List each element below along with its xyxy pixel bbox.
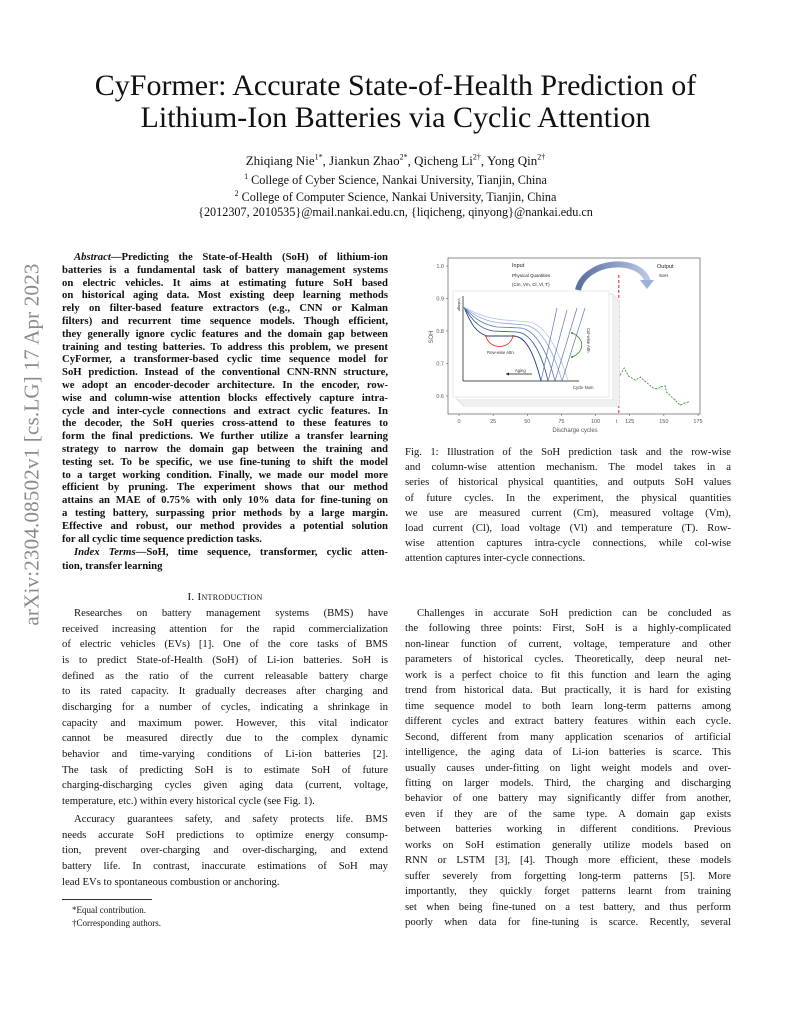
footnote-equal-contribution: *Equal contribution. [72,905,146,915]
x-tick-label: 100 [590,419,601,425]
line-text: poorly when data for fine-tuning is scarce. Recently, several [405,916,731,928]
line-text: suffer severely from forgetting long-term patterns [5]. More [405,869,731,882]
line-text: testing set. To be specific, we use fine-tuning to shift the model [62,455,388,468]
line-text: non-linear function of current, voltage, temperature and other [405,637,731,650]
line-text: between batteries working in different conditions. Previous [405,823,731,836]
title-line-1: CyFormer: Accurate State-of-Health Prediction of [94,69,697,102]
x-tick-label: 50 [524,419,531,425]
line-text: to its rated capacity. It gradually decreases after charging and [62,685,388,698]
line-text: usually causes under-fitting on light weight models and over- [405,761,731,774]
row-attention-label: Row-wise Attn. [487,350,515,355]
line-text: even if they are of the same type. A domain gap exists [405,807,731,820]
line-text: parameters of historical cycles. Theoretically, deep neural net- [405,653,731,666]
line-text: training and testing batteries. To address this problem, we present [62,340,388,353]
line-text: a testing battery, surpassing prior methods by a large margin. [62,507,388,519]
line-text: for all cyclic time sequence prediction tasks. [62,532,262,545]
y-tick-label: 0.8 [436,329,444,335]
x-axis-label: Discharge cycles [552,428,598,434]
figure-1 [405,250,745,440]
x-tick-label: 75 [558,419,565,425]
line-text: we adopt an encoder-decoder architecture. In the encoder, row- [62,379,388,391]
author: Qicheng $Li^{2\dagger}$ [414,153,481,169]
label: Index Terms [74,546,136,558]
line-text: is to predict State-of-Health (SoH) of Li-ion batteries. SoH is [62,653,388,666]
line-text: Accuracy guarantees safety, and safety protects life. BMS [74,813,388,825]
line-text: batteries is a fundamental task of battery management systems [62,263,388,276]
input-label: Input [512,263,525,269]
line-text: Second, different from many application scenarios of artificial [405,730,731,743]
line-text: received increasing attention for the rapid commercialization [62,622,388,635]
line-text: behavior and time-varying conditions of Li-ion batteries [2]. [62,747,388,760]
line-text: intelligence, the aging data of Li-ion batteries is scarce. This [405,746,731,759]
inset-y-label: Voltage [457,298,462,312]
section-heading-introduction: I. Introduction [187,591,263,603]
line-text: importantly, they quickly forget patterns learnt from training [405,885,731,898]
line-text: charging-discharging cycles given aging data (current, voltage, [62,779,388,792]
line-text: attention captures inter-cycle connections. [405,552,586,565]
author: Jiankun Zhao$^{2*}$ [329,153,408,169]
line-text: fitting on larger models. Third, the charging and discharging [405,776,731,789]
author-list: Zhiqiang Nie$^{1*}$, Jiankun Zhao$^{2*}$, Qicheng $Li^{2\dagger}$, Yong Qin$^{2\dagger}$ [245,153,546,169]
line-text: works on SoH estimation generally utilize models based on [405,838,731,851]
line-text: the following three points: First, SoH is a highly-complicated [405,622,731,635]
line-text: Effective and robust, our method provides a potential solution [62,519,388,532]
line-text: strategy to narrow the domain gap between the training and [62,443,388,455]
line-text: on historical aging data. Most existing deep learning methods [62,289,388,302]
line-text: attains an MAE of 0.75% with only 10% data for fine-tuning on [62,494,388,507]
author: Zhiqiang Nie$^{1*}$ [245,153,323,169]
line-text: —SoH, time sequence, transformer, cyclic atten- [135,546,388,558]
line-text: SoH prediction. Instead of the conventional CNN-RNN structure, [62,366,388,379]
paper-title [0,70,791,134]
line-text: capacity and maximum power. However, this vital indicator [62,716,388,729]
author-emails: {2012307, 2010535}@mail.nankai.edu.cn, {liqicheng, qinyong}@nankai.edu.cn [198,205,593,219]
line-text: lead EVs to spontaneous combustion or anchoring. [62,875,280,888]
line-text: tion, transfer learning [62,559,163,572]
line-text: different cycles and extract battery features within each cycle. [405,715,731,728]
x-tick-label: 0 [457,419,461,425]
line-text: efficient by pruning. The experiment shows that our method [62,481,388,494]
line-text: wise attention captures intra-cycle connections, while col-wise [405,537,731,550]
y-tick-label: 0.7 [436,361,444,368]
line-text: and column-wise attention mechanism. The model takes in a [405,461,731,474]
line-text: Researches on battery management systems (BMS) have [74,607,388,619]
line-text: of future cycles. In the experiment, the physical quantities [405,491,731,504]
input-subtitle: Physical Quantities [512,273,551,278]
footnote-corresponding: †Corresponding authors. [72,918,161,928]
line-text: behavior of one battery may significantly differ from another, [405,792,731,805]
line-text: work is a perfect choice to fit this function and learn the aging [405,668,731,681]
input-variables: (Cm, Vm, Cl, Vl, T) [512,282,550,287]
line-text: wise and column-wise attention blocks effectively capture intra- [62,391,388,404]
aging-label: Aging [515,368,526,373]
line-text: trend from historical data. But practically, it is hard for existing [405,684,731,697]
affiliation-2: $^2$ College of Computer Science, Nankai University, Tianjin, China [234,189,557,205]
line-text: battery life. In contrast, inaccurate estimations of SoH may [62,859,388,872]
x-tick-label: 25 [490,419,497,425]
output-label: Output [657,264,674,270]
affiliation-1: $^1$ College of Cyber Science, Nankai University, Tianjin, China [244,172,547,188]
inset-x-label: Cycle Num [573,385,594,390]
line-text: cycle and inter-cycle connections and extract cyclic features. In [62,404,388,417]
split-tick-label: t [615,419,618,425]
line-text: of electric vehicles (EVs) [1]. One of the core tasks of BMS [62,638,388,651]
soh-series-line [620,368,688,405]
line-text: load current (Cl), load voltage (Vl) and temperature (T). Row- [405,522,731,534]
line-text: The task of predicting SoH is to estimate SoH of future [62,763,388,776]
line-text: filters) and recurrent time sequence models. Though efficient, [62,315,388,327]
y-axis-label: SOH [429,330,435,344]
line-text: the decoder, the SoH queries cross-attend to these features to [62,417,388,430]
line-text: CyFormer, a transformer-based cyclic time sequence model for [62,353,388,366]
y-tick-label: 0.6 [436,394,444,400]
line-text: series of historical physical quantities, and outputs SoH values [405,476,731,489]
line-text: defined as the ratio of the current releasable battery charge [62,669,388,682]
line-text: set when being fine-tuned on a test battery, and thus perform [405,900,731,913]
title-line-2: Lithium-Ion Batteries via Cyclic Attention [140,101,651,134]
x-tick-label: 175 [693,419,703,425]
input-sheet-stack [453,291,619,406]
line-text: tion, prevent over-charging and over-discharging, and extend [62,844,388,857]
arxiv-identifier: arXiv:2304.08502v1 [cs.LG] 17 Apr 2023 [19,263,44,626]
author: Yong Qin$^{2\dagger}$ [486,153,546,169]
line-text: on electric vehicles. It aims at estimating future SoH based [62,276,388,289]
line-text: needs accurate SoH predictions to optimize energy consump- [62,828,388,841]
line-text: temperature, etc.) within every historical cycle (see Fig. 1). [62,794,315,807]
col-attention-label: Col-wise Attn. [586,328,591,354]
line-text: RNN or LSTM [3], [4]. Though more efficient, these models [405,854,731,867]
label: Abstract [74,251,111,263]
line-text: discharging for a number of cycles, indicating a shrinkage in [62,700,388,713]
footnote-rule [62,899,152,900]
x-tick-label: 150 [659,419,669,425]
line-text: we use are measured current (Cm), measured voltage (Vm), [405,506,731,519]
line-text: time sequence model to both learn long-term patterns among [405,699,731,712]
y-tick-label: 0.9 [436,296,444,303]
line-text: form the final predictions. We further utilize a transfer learning [62,430,388,443]
output-subtitle: SoH [659,273,668,278]
line-text: they generally ignore cyclic features and the domain gap between [62,327,388,340]
line-text: rely on filter-based feature extractors (e.g., CNN or Kalman [62,302,388,315]
y-tick-label: 1.0 [436,264,444,270]
input-to-output-arrow [578,264,648,290]
line-text: Fig. 1: Illustration of the SoH prediction task and the row-wise [405,446,731,458]
line-text: —Predicting the State-of-Health (SoH) of lithium-ion [110,251,388,263]
line-text: to a target working condition. Finally, we made our model more [62,468,388,481]
line-text: cannot be measured directly due to the complex dynamic [62,732,388,745]
line-text: Challenges in accurate SoH prediction can be concluded as [417,607,731,619]
x-tick-label: 125 [625,419,635,425]
